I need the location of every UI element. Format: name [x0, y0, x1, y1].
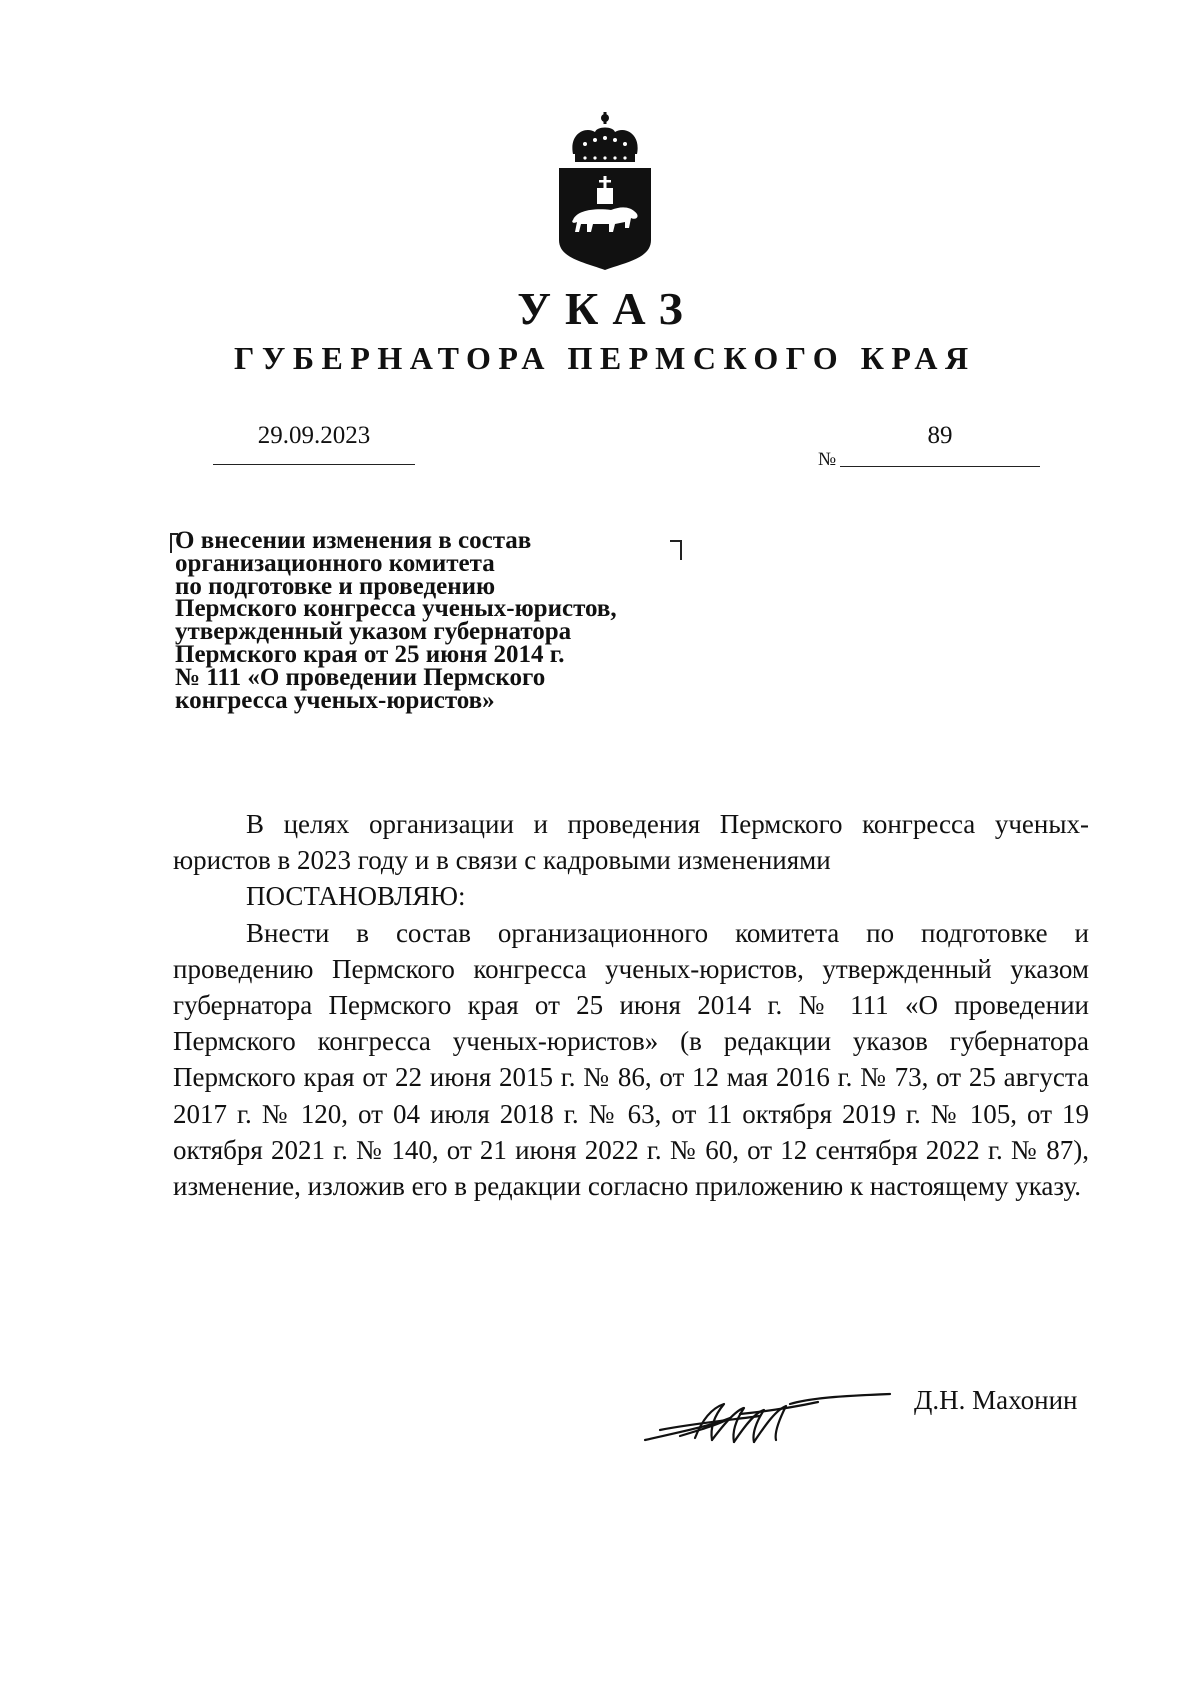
number-underline	[840, 466, 1040, 467]
subject-line: О внесении изменения в состав	[175, 527, 532, 554]
document-subtitle: ГУБЕРНАТОРА ПЕРМСКОГО КРАЯ	[234, 340, 976, 376]
subject-line: Пермского конгресса ученых-юристов,	[175, 595, 617, 623]
document-title: УКАЗ	[517, 283, 697, 334]
operative-paragraph: Внести в состав организационного комитета по подготовке и проведению Пермского конгресса ученых-юристов, утвержденный указом губернатора Пермского края от 25 июня 2014 г. № 111 «О проведении Пермского конгресса ученых-юристов» (в редакции указов губернатора Пермского края от 22 июня 2015 г. № 86, от 12 мая 2016 г. № 73, от 25 августа 2017 г. № 120, от 04 июля 2018 г. № 63, от 11 октября 2019 г. № 105, от 19 октября 2021 г. № 140, от 21 июня 2022 г. № 60, от 12 сентября 2022 г. № 87), изменение, изложив его в редакции согласно приложению к настоящему указу.	[173, 917, 1089, 1202]
number-sign: №	[818, 449, 837, 470]
perm-krai-coat-of-arms-icon	[555, 112, 655, 272]
decree-subject	[175, 527, 695, 714]
signer-name: Д.Н. Махонин	[914, 1385, 1078, 1415]
subject-line: утвержденный указом губернатора	[175, 618, 572, 646]
decree-date: 29.09.2023	[257, 422, 371, 449]
decree-body	[173, 806, 1089, 1204]
decree-date-field	[213, 422, 415, 468]
handwritten-signature-icon	[640, 1380, 900, 1460]
preamble-paragraph: В целях организации и проведения Пермского конгресса ученых-юристов в 2023 году и в связи с кадровыми изменениями	[173, 809, 1089, 876]
subject-line: Пермского края от 25 июня 2014 г.	[175, 640, 565, 668]
subject-line: № 111 «О проведении Пермского	[175, 663, 546, 691]
decree-number-field	[818, 422, 1040, 472]
decree-word: ПОСТАНОВЛЯЮ:	[246, 881, 466, 912]
subject-line: организационного комитета	[175, 549, 495, 577]
decree-number: 89	[927, 422, 953, 449]
date-underline	[213, 464, 415, 465]
subject-line: конгресса ученых-юристов»	[175, 686, 495, 714]
subject-line: по подготовке и проведению	[175, 572, 496, 600]
